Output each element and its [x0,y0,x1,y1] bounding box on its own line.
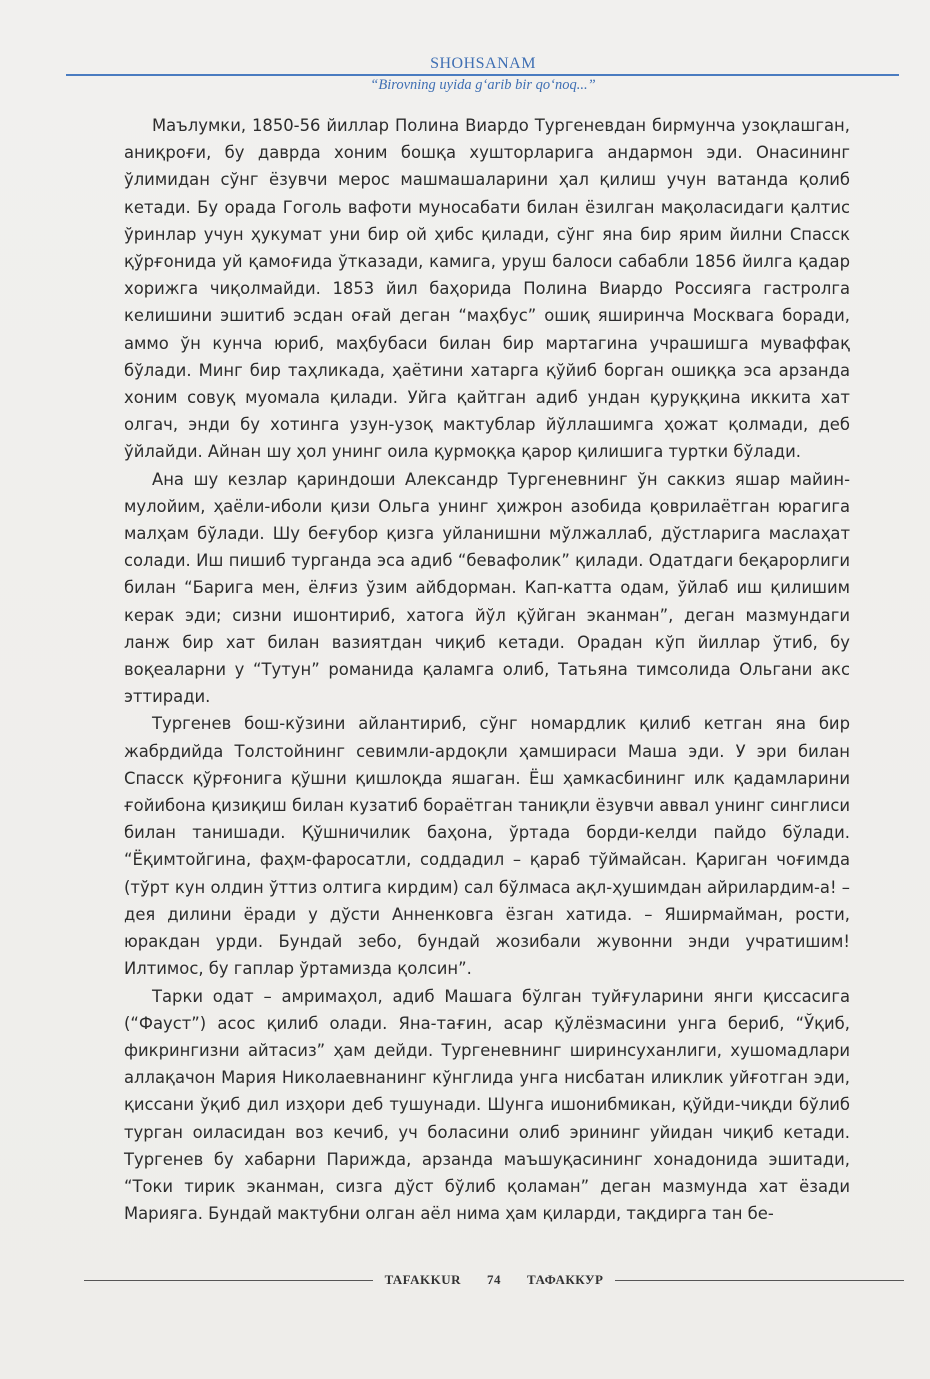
paragraph-3: Тургенев бош-кўзини айлантириб, сўнг номардлик қилиб кетган яна бир жабрдийда Толстойнинг севимли-ардоқли ҳамшираси Маша эди. У эри билан Спасск қўрғонига қўшни қишлоқда яшаган. Ёш ҳамкасбининг илк қадамларини ғойибона қизиқиш билан кузатиб бораётган таниқли ёзувчи аввал унинг синглиси билан танишади. Қўшничилик баҳона, ўртада борди-келди пайдо бўлади. “Ёқимтойгина, фаҳм-фаросатли, соддадил – қараб тўймайсан. Қариган чоғимда (тўрт кун олдин ўттиз олтига кирдим) сал бўлмаса ақл-ҳушимдан айрилардим-а! – дея дилини ёради у дўсти Анненковга ёзган хатида. – Яширмайман, рости, юракдан урди. Бундай зебо, бундай жозибали жувонни энди учратишим! Илтимос, бу гаплар ўртамизда қолсин”. [124,714,850,979]
header-rule [66,74,899,76]
section-subtitle: “Birovning uyida g‘arib bir qo‘noq...” [370,77,596,93]
paragraph-1: Маълумки, 1850-56 йиллар Полина Виардо Тургеневдан бирмунча узоқлашган, аниқроғи, бу даврда хоним бошқа хушторларига андармон эди. Онасининг ўлимидан сўнг ёзувчи мерос машмашаларини ҳал қилиш учун ватанда қолиб кетади. Бу орада Гоголь вафоти муносабати билан ёзилган мақоласидаги қалтис ўринлар учун ҳукумат уни бир ой ҳибс қилади, сўнг яна бир ярим йилни Спасск қўрғонида уй қамоғида ўтказади, камига, уруш балоси сабабли 1856 йилга қадар хорижга чиқолмайди. 1853 йил баҳорида Полина Виардо Россияга гастролга келишини эшитиб эсдан оғай деган “маҳбус” ошиқ яширинча Москвага боради, аммо ўн кунча юриб, маҳбубаси билан бир мартагина учрашишга муваффақ бўлади. Минг бир таҳликада, ҳаётини хатарга қўйиб борган ошиққа эса арзанда хоним совуқ муомала қилади. Уйга қайтган адиб ундан қуруққина иккита хат олгач, энди бу хотинга узун-узоқ мактублар йўллашимга ҳожат қолмади, деб ўйлайди. Айнан шу ҳол унинг оила қурмоққа қарор қилишига туртки бўлади. [124,116,850,462]
footer-magazine-name-latin: TAFAKKUR [384,1272,462,1287]
page-number: 74 [487,1272,502,1287]
page-footer [84,1268,904,1292]
section-title: SHOHSANAM [430,55,536,72]
footer-rule-right [615,1280,904,1281]
paragraph-2: Ана шу кезлар қариндоши Александр Тургеневнинг ўн саккиз яшар майин-мулойим, ҳаёли-иболи қизи Ольга унинг ҳижрон азобида қоврилаётган юрагига малҳам бўлади. Шу беғубор қизга уйланишни мўлжаллаб, дўстларига маслаҳат солади. Иш пишиб турганда эса адиб “бевафолик” қилади. Одатдаги беқарорлиги билан “Барига мен, ёлғиз ўзим айбдорман. Кап-катта одам, ўйлаб иш қилишим керак эди; сизни ишонтириб, хатога йўл қўйган эканман”, деган мазмундаги ланж бир хат билан вазиятдан чиқиб кетади. Орадан кўп йиллар ўтиб, бу воқеаларни у “Тутун” романида қаламга олиб, Татьяна тимсолида Ольгани акс эттиради. [124,469,850,707]
article-body [124,112,850,1227]
paragraph-4: Тарки одат – амримаҳол, адиб Машага бўлган туйғуларини янги қиссасига (“Фауст”) асос қилиб олади. Яна-тағин, асар қўлёзмасини унга бериб, “Ўқиб, фикрингизни айтасиз” ҳам дейди. Тургеневнинг ширинсуханлиги, хушомадлари аллақачон Мария Николаевнанинг кўнглида унга нисбатан иликлик уйғотган эди, қиссани ўқиб дил изҳори деб тушунади. Шунга ишонибмикан, қўйди-чиқди бўлиб турган оиласидан воз кечиб, уч боласини олиб эрининг уйидан чиқиб кетади. Тургенев бу хабарни Парижда, арзанда маъшуқасининг хонадонида эшитади, “Токи тирик эканман, сизга дўст бўлиб қоламан” деган мазмунда хат ёзади Марияга. Бундай мактубни олган аёл нима ҳам қиларди, тақдирга тан бе- [124,986,850,1224]
footer-magazine-name-cyrillic: ТАФАККУР [527,1272,604,1287]
footer-rule-left [84,1280,373,1281]
